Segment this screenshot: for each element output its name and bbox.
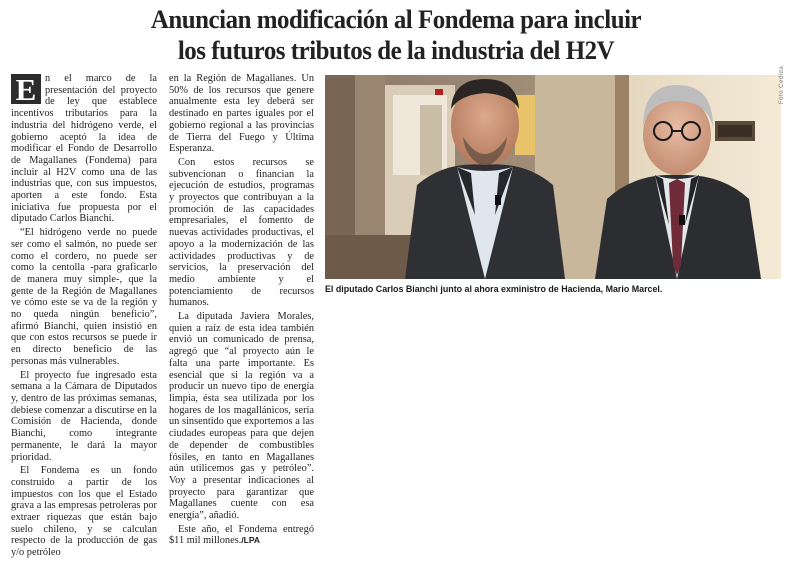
article-paragraph: La diputada Javiera Morales, quien a raíz de esta idea también envió un comunicado de prensa, agregó que “al proyecto aún le falta una parte importante. Es esencial que si la región va a producir un nuevo tipo de energía limpia, ésta sea utilizada por los hogares de los magallánicos, sería un sinsentido que exportemos a las ciudades europeas para que dejen de depender de combustibles fósiles, en tanto en Magallanes aún utilicemos gas y petróleo”. Voy a presentar indicaciones al proyecto para garantizar que Magallanes cuente con esa energía”, añadió. bbox=[169, 311, 314, 522]
article-paragraph: “El hidrógeno verde no puede ser como el salmón, no puede ser como el cordero, no puede ser como la centolla -para graficarlo de manera muy simple-, que la gente de la Región de Magallanes ve cómo este se va de la región y no queda ningún beneficio”, afirmó Bianchi, quien insistió en que con estos recursos se puede ir en directo beneficio de las personas más vulnerables. bbox=[11, 227, 157, 367]
article-paragraph: Con estos recursos se subvencionan o financian la ejecución de estudios, programas y proyectos que contribuyan a la promoción de las capacidades empresariales, el fomento de nuevas actividades productivas, el apoyo a la modernización de las actividades productivas y de servicios, la preservación del medio ambiente y el potenciamiento de recursos humanos. bbox=[169, 156, 314, 309]
headline-line-2: los futuros tributos de la industria del H2V bbox=[177, 35, 615, 65]
article-paragraph: en la Región de Magallanes. Un 50% de los recursos que genere anualmente esta ley deberá ser destinado en partes iguales por el gobierno regional a las provincias de Tierra del Fuego y Última Esperanza. bbox=[169, 73, 314, 155]
article-paragraph: El proyecto fue ingresado esta semana a la Cámara de Diputados y, dentro de las próximas semanas, debiese comenzar a discutirse en la Comisión de Hacienda, donde Bianchi, como integrante permanente, le dará la mayor prioridad. bbox=[11, 369, 157, 463]
paragraph-text: n el marco de la presentación del proyecto de ley que establece incentivos tributarios para la industria del hidrógeno verde, el gobierno aceptó la idea de modificar el Fondo de Desarrollo de Magallanes (Fondema) para incluir al H2V como una de las industrias que, con sus impuestos, aporten a este fondo. Esta iniciativa fue propuesta por el diputado Carlos Bianchi. bbox=[11, 73, 157, 225]
drop-cap: E bbox=[11, 74, 41, 104]
article-paragraph bbox=[169, 524, 314, 547]
article-paragraph: El Fondema es un fondo construido a partir de los impuestos con los que el Estado grava a las empresas petroleras por extraer riquezas que están bajo suelo chileno, y se calculan respecto de la producción de gas y/o petróleo bbox=[11, 465, 157, 559]
headline-line-1: Anuncian modificación al Fondema para incluir bbox=[150, 4, 642, 34]
article-photo bbox=[325, 75, 781, 279]
article-paragraph bbox=[11, 73, 157, 225]
headline bbox=[24, 4, 768, 66]
signature: /LPA bbox=[241, 535, 261, 546]
paragraph-text: Este año, el Fondema entregó $11 mil millones. bbox=[169, 523, 314, 547]
photo-credit: Foto Cedida bbox=[779, 65, 785, 104]
photo-caption: El diputado Carlos Bianchi junto al ahora exministro de Hacienda, Mario Marcel. bbox=[325, 284, 663, 294]
article-column-2 bbox=[169, 73, 314, 549]
article-column-1 bbox=[11, 73, 157, 561]
